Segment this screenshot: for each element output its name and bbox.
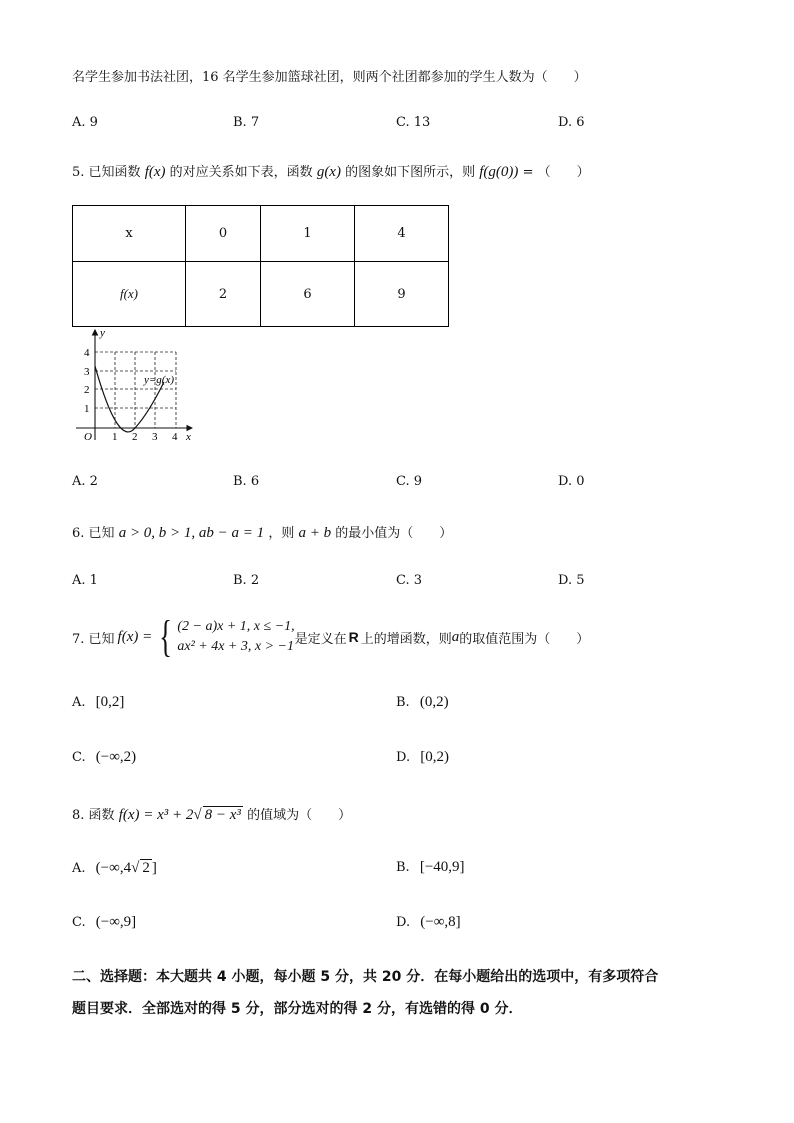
q7-real-set: R [348, 629, 359, 645]
y-tick-4: 4 [84, 347, 90, 359]
origin-label: O [84, 431, 92, 443]
q5-text-3: = （ ） [522, 165, 590, 180]
q4-stem: 名学生参加书法社团，16 名学生参加篮球社团，则两个社团都参加的学生人数为（ ） [72, 70, 587, 85]
x-tick-1: 1 [112, 431, 118, 443]
q5-fg0: f(g(0)) [479, 164, 519, 180]
piecewise-brace: { [159, 612, 173, 661]
x-axis-label: x [186, 431, 191, 443]
y-tick-2: 2 [84, 384, 90, 396]
q7-option-c-letter: C. [72, 750, 86, 765]
table-cell-f4: 9 [355, 262, 449, 327]
q7-text-2: 上的增函数，则 [360, 631, 452, 647]
q5-number: 5. 已知函数 [72, 165, 141, 180]
q8-option-c-letter: C. [72, 915, 86, 930]
q8-option-a-letter: A. [72, 861, 86, 876]
q8-option-c [72, 914, 136, 931]
q8-option-a-pre: (−∞,4 [95, 860, 132, 876]
sqrt-sign: √ [193, 807, 202, 823]
q8-option-d-letter: D. [396, 915, 411, 930]
x-tick-4: 4 [172, 431, 178, 443]
q5-option-d: D. 0 [558, 474, 585, 489]
section2-line1: 二、选择题：本大题共 4 小题，每小题 5 分，共 20 分．在每小题给出的选项中，有多项符合 [72, 969, 659, 985]
q8-option-b-letter: B. [396, 860, 410, 875]
q7-param-a: a [451, 628, 460, 645]
table-header-4: 4 [355, 206, 449, 262]
q8-option-c-value: (−∞,9] [95, 914, 137, 930]
q7-number: 7. 已知 [72, 631, 115, 647]
q8-option-d [396, 914, 461, 931]
q5-option-b: B. 6 [233, 474, 260, 489]
q7-option-c [72, 749, 136, 766]
q5-graph [72, 328, 202, 446]
q6-stem [72, 522, 452, 542]
q8-option-b-value: [−40,9] [419, 859, 465, 875]
piecewise-case-1: (2 − a)x + 1, x ≤ −1, [177, 619, 295, 634]
q5-text-2: 的图象如下图所示，则 [345, 165, 476, 180]
q7-text-1: 是定义在 [294, 631, 347, 647]
q5-fx: f(x) [144, 164, 166, 180]
q7-text-3: 的取值范围为（ ） [459, 631, 590, 647]
q8-option-a-post: ] [151, 860, 157, 876]
q6-option-b: B. 2 [233, 573, 260, 588]
q5-option-c: C. 9 [396, 474, 423, 489]
table-row-fx [73, 262, 449, 327]
q7-option-b-value: (0,2) [419, 694, 449, 710]
q8-option-b [396, 859, 465, 876]
q8-option-a [72, 859, 157, 877]
q7-option-a-value: [0,2] [95, 694, 125, 710]
graph-grid [95, 352, 176, 428]
q4-option-b: B. 7 [233, 115, 260, 130]
x-tick-2: 2 [132, 431, 138, 443]
q6-option-c: C. 3 [396, 573, 423, 588]
piecewise-case-2: ax² + 4x + 3, x > −1 [177, 639, 294, 654]
q8-option-a-radicand: 2 [142, 860, 150, 876]
q6-number: 6. 已知 [72, 526, 115, 541]
q7-option-d-value: [0,2) [420, 749, 449, 765]
q5-stem [72, 161, 590, 181]
q7-option-c-value: (−∞,2) [95, 749, 137, 765]
q7-option-b [396, 694, 449, 711]
q6-text-1: ，则 [268, 526, 295, 541]
table-header-1: 1 [261, 206, 355, 262]
table-cell-f0: 2 [186, 262, 261, 327]
q6-option-d: D. 5 [558, 573, 585, 588]
q4-option-a: A. 9 [72, 115, 98, 130]
q8-number: 8. 函数 [72, 808, 115, 823]
q7-option-a-letter: A. [72, 695, 86, 710]
y-tick-1: 1 [84, 403, 90, 415]
y-axis-label: y [100, 328, 105, 339]
q5-option-a: A. 2 [72, 474, 98, 489]
x-tick-3: 3 [152, 431, 158, 443]
q4-option-c: C. 13 [396, 115, 431, 130]
table-header-x: x [73, 206, 186, 262]
table-row-x [73, 206, 449, 262]
q7-option-a [72, 694, 124, 711]
q6-text-2: 的最小值为（ ） [335, 526, 453, 541]
q7-option-b-letter: B. [396, 695, 410, 710]
q7-option-d [396, 749, 449, 766]
q5-function-table [72, 205, 449, 327]
q6-expression: a + b [298, 525, 332, 541]
q8-option-a-sqrt-sign: √ [131, 860, 140, 876]
piecewise-cases [177, 617, 294, 657]
q8-text-1: 的值域为（ ） [247, 808, 352, 823]
table-cell-f1: 6 [261, 262, 355, 327]
q6-condition: a > 0, b > 1, ab − a = 1 [118, 525, 265, 541]
curve-label: y=g(x) [144, 374, 175, 386]
y-tick-3: 3 [84, 366, 90, 378]
q8-option-d-value: (−∞,8] [420, 914, 461, 930]
q8-radicand: 8 − x³ [204, 807, 241, 823]
section2-line2: 题目要求．全部选对的得 5 分，部分选对的得 2 分，有选错的得 0 分． [72, 1001, 523, 1017]
q8-stem [72, 804, 351, 824]
q5-text-1: 的对应关系如下表，函数 [169, 165, 313, 180]
q4-option-d: D. 6 [558, 115, 585, 130]
q7-option-d-letter: D. [396, 750, 411, 765]
table-header-0: 0 [186, 206, 261, 262]
q6-option-a: A. 1 [72, 573, 98, 588]
q7-fx: f(x) = [117, 628, 153, 645]
q7-stem [72, 612, 590, 661]
table-label-fx: f(x) [73, 262, 186, 327]
q5-gx: g(x) [316, 164, 341, 180]
q8-fx: f(x) = x³ + 2 [118, 807, 194, 823]
